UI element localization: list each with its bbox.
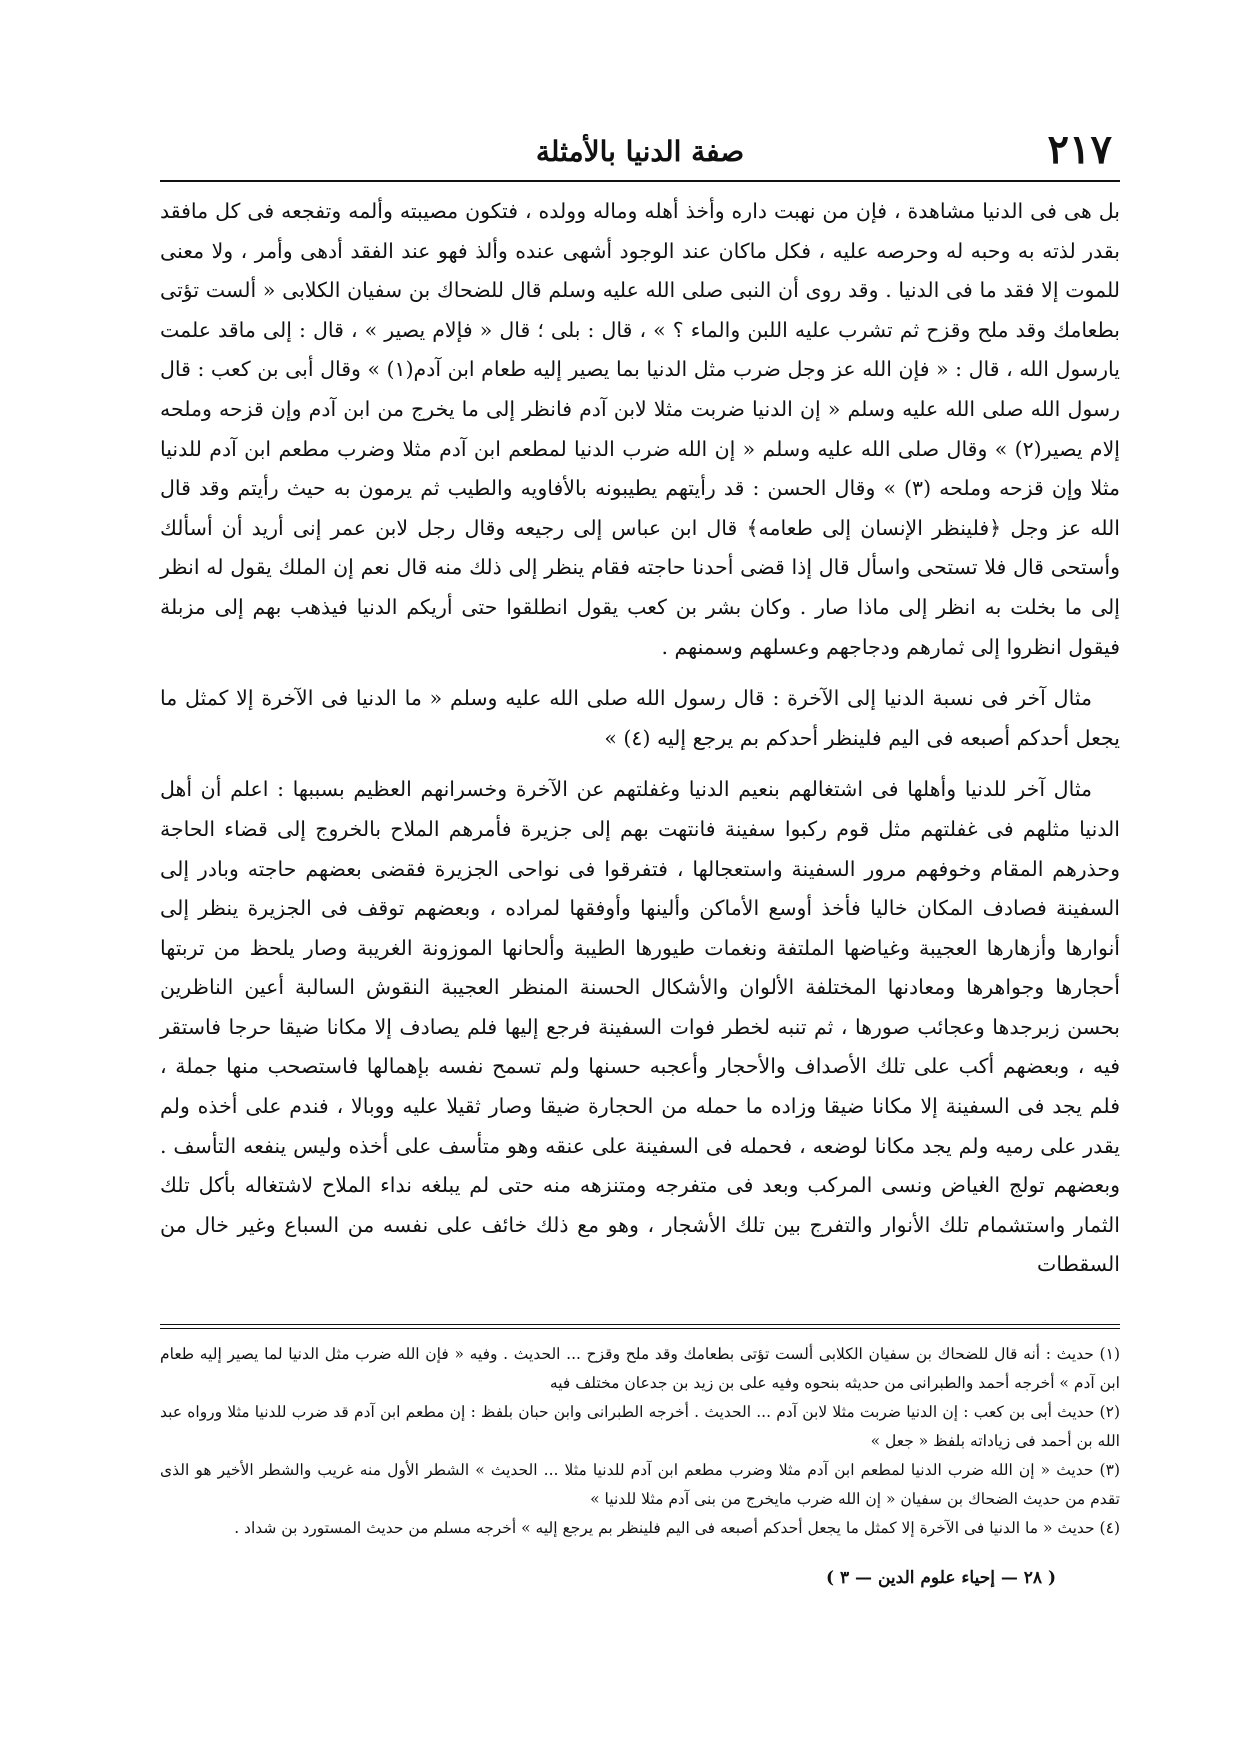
footnotes: [160, 1340, 1120, 1543]
page-number: ٢١٧: [1047, 126, 1112, 173]
footnote-2: (٢) حديث أبى بن كعب : إن الدنيا ضربت مثلا لابن آدم ... الحديث . أخرجه الطبرانى وابن حبان بلفظ : إن مطعم ابن آدم قد ضرب للدنيا مثلا ورواه عبد الله بن أحمد فى زياداته بلفظ « جعل »: [160, 1403, 1120, 1450]
book-page: [160, 128, 1120, 1708]
paragraph-3: مثال آخر للدنيا وأهلها فى اشتغالهم بنعيم الدنيا وغفلتهم عن الآخرة وخسرانهم العظيم بسببها : اعلم أن أهل الدنيا مثلهم فى غفلتهم مثل قوم ركبوا سفينة فانتهت بهم إلى جزيرة فأمرهم الملاح بالخروج إلى قضاء الحاجة وحذرهم المقام وخوفهم مرور السفينة واستعجالها ، فتفرقوا فى نواحى الجزيرة فقضى بعضهم حاجته وبادر إلى السفينة فصادف المكان خاليا فأخذ أوسع الأماكن وألينها وأوفقها لمراده ، وبعضهم توقف فى الجزيرة ينظر إلى أنوارها وأزهارها العجيبة وغياضها الملتفة ونغمات طيورها الطيبة وألحانها الموزونة الغريبة وصار يلحظ من تربتها أحجارها وجواهرها ومعادنها المختلفة الألوان والأشكال الحسنة المنظر العجيبة النقوش السالبة أعين الناظرين بحسن زبرجدها وعجائب صورها ، ثم تنبه لخطر فوات السفينة فرجع إليها فلم يصادف إلا مكانا ضيقا حرجا فاستقر فيه ، وبعضهم أكب على تلك الأصداف والأحجار وأعجبه حسنها ولم تسمح نفسه بإهمالها فاستصحب منها جملة ، فلم يجد فى السفينة إلا مكانا ضيقا وزاده ما حمله من الحجارة ضيقا وصار ثقيلا عليه ووبالا ، فندم على أخذه ولم يقدر على رميه ولم يجد مكانا لوضعه ، فحمله فى السفينة على عنقه وهو متأسف على أخذه وليس ينفعه التأسف . وبعضهم تولج الغياض ونسى المركب وبعد فى متفرجه ومتنزهه منه حتى لم يبلغه نداء الملاح لاشتغاله بأكل تلك الثمار واستشمام تلك الأنوار والتفرج بين تلك الأشجار ، وهو مع ذلك خائف على نفسه من السباع وغير خال من السقطات: [160, 777, 1120, 1277]
paragraph-1: بل هى فى الدنيا مشاهدة ، فإن من نهبت داره وأخذ أهله وماله وولده ، فتكون مصيبته وألمه وتفجعه فى كل مافقد بقدر لذته به وحبه له وحرصه عليه ، فكل ماكان عند الوجود أشهى عنده وألذ فهو عند الفقد أدهى وأمر ، ولا معنى للموت إلا فقد ما فى الدنيا . وقد روى أن النبى صلى الله عليه وسلم قال للضحاك بن سفيان الكلابى « ألست تؤتى بطعامك وقد ملح وقزح ثم تشرب عليه اللبن والماء ؟ » ، قال : بلى ؛ قال « فإلام يصير » ، قال : إلى ماقد علمت يارسول الله ، قال : « فإن الله عز وجل ضرب مثل الدنيا بما يصير إليه طعام ابن آدم(١) » وقال أبى بن كعب : قال رسول الله صلى الله عليه وسلم « إن الدنيا ضربت مثلا لابن آدم فانظر إلى ما يخرج من ابن آدم وإن قزحه وملحه إلام يصير(٢) » وقال صلى الله عليه وسلم « إن الله ضرب الدنيا لمطعم ابن آدم مثلا وضرب مطعم ابن آدم للدنيا مثلا وإن قزحه وملحه (٣) » وقال الحسن : قد رأيتهم يطيبونه بالأفاويه والطيب ثم يرمون به حيث رأيتم وقد قال الله عز وجل ﴿فلينظر الإنسان إلى طعامه﴾ قال ابن عباس إلى رجيعه وقال رجل لابن عمر إنى أريد أن أسألك وأستحى قال فلا تستحى واسأل قال إذا قضى أحدنا حاجته فقام ينظر إلى ذلك منه قال نعم إن الملك يقول له انظر إلى ما بخلت به انظر إلى ماذا صار . وكان بشر بن كعب يقول انطلقوا حتى أريكم الدنيا فيذهب بهم إلى مزبلة فيقول انظروا إلى ثمارهم ودجاجهم وعسلهم وسمنهم .: [160, 199, 1120, 659]
page-header: [160, 128, 1120, 172]
header-divider: [160, 180, 1120, 182]
printer-signature: ( ٢٨ — إحياء علوم الدين — ٣ ): [826, 1568, 1056, 1588]
footnote-1: (١) حديث : أنه قال للضحاك بن سفيان الكلابى ألست تؤتى بطعامك وقد ملح وقزح ... الحديث . وفيه « فإن الله ضرب مثل الدنيا لما يصير إليه طعام ابن آدم » أخرجه أحمد والطبرانى من حديثه بنحوه وفيه على بن زيد بن جدعان مختلف فيه: [160, 1345, 1120, 1392]
footnote-divider: [160, 1324, 1120, 1325]
footnote-3: (٣) حديث « إن الله ضرب الدنيا لمطعم ابن آدم مثلا وضرب مطعم ابن آدم للدنيا مثلا ... الحديث » الشطر الأول منه غريب والشطر الأخير هو الذى تقدم من حديث الضحاك بن سفيان « إن الله ضرب مايخرج من بنى آدم مثلا للدنيا »: [160, 1461, 1120, 1508]
footnote-4: (٤) حديث « ما الدنيا فى الآخرة إلا كمثل ما يجعل أحدكم أصبعه فى اليم فلينظر بم يرجع إليه » أخرجه مسلم من حديث المستورد بن شداد .: [234, 1519, 1120, 1537]
main-text: [160, 192, 1120, 1285]
paragraph-2: مثال آخر فى نسبة الدنيا إلى الآخرة : قال رسول الله صلى الله عليه وسلم « ما الدنيا فى الآخرة إلا كمثل ما يجعل أحدكم أصبعه فى اليم فلينظر أحدكم بم يرجع إليه (٤) »: [160, 686, 1120, 750]
footnote-divider-2: [160, 1328, 1120, 1329]
running-title: صفة الدنيا بالأمثلة: [535, 135, 745, 168]
